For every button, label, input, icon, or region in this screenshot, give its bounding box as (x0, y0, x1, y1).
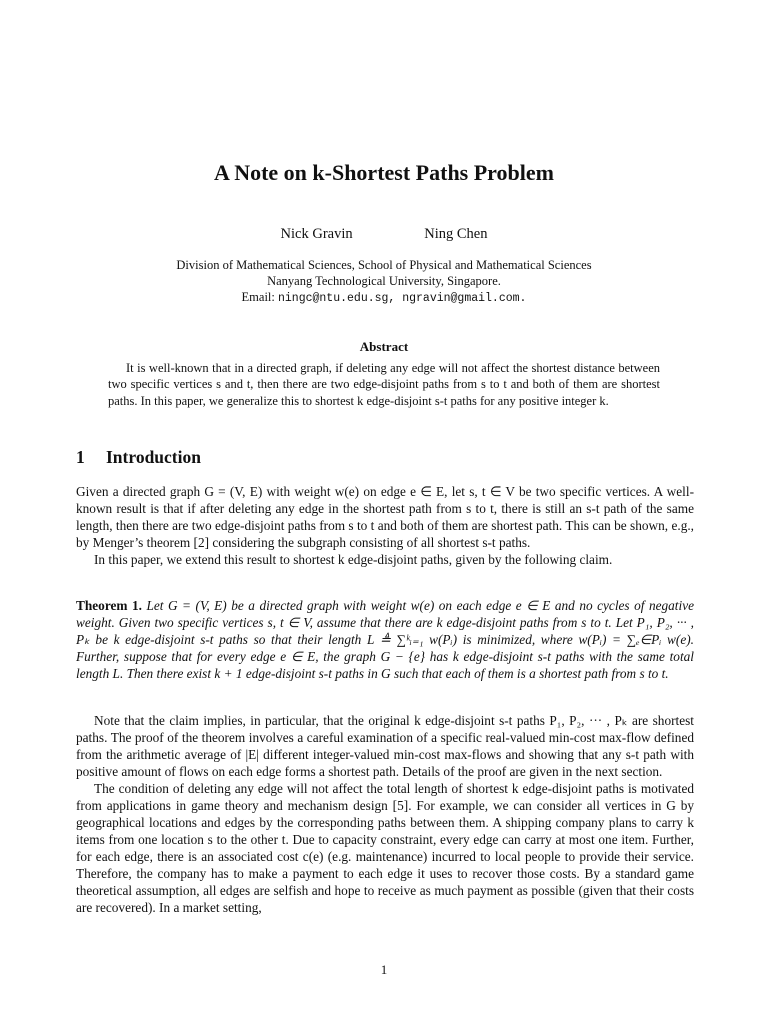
intro-body (76, 483, 694, 568)
affiliation-line: Nanyang Technological University, Singapore. (267, 274, 501, 288)
section-title: Introduction (106, 447, 201, 467)
author-name: Nick Gravin (280, 226, 353, 242)
page-number: 1 (380, 962, 388, 977)
paragraph: In this paper, we extend this result to shortest k edge-disjoint paths, given by the following claim. (94, 552, 613, 567)
paragraph: The condition of deleting any edge will not affect the total length of shortest k edge-disjoint paths is motivated from applications in game theory and mechanism design [5]. For example, we can consider all vertices in G by geographical locations and edges by the corresponding paths between them. A shipping company plans to carry k items from one location s to the other t. Due to capacity constraint, every edge can carry at most one item. Further, for each edge, there is an associated cost c(e) (e.g. maintenance) incurred to local people to provide their service. Therefore, the company has to make a payment to each edge it uses to recover those costs. By a standard game theoretical assumption, all edges are selfish and hope to receive as much payment as possible (given that their costs are recovered). In a market setting, (76, 781, 694, 915)
paper-title: A Note on k-Shortest Paths Problem (214, 160, 554, 185)
author-name: Ning Chen (424, 226, 488, 242)
email-label: Email: (241, 290, 275, 304)
abstract-heading: Abstract (359, 339, 409, 354)
section-number: 1 (76, 447, 85, 467)
affiliation-block (0, 257, 768, 307)
paragraph: Given a directed graph G = (V, E) with weight w(e) on edge e ∈ E, let s, t ∈ V be two specific vertices. A well-known result is that if after deleting any edge in the shortest path from s to t, there is still an s-t path of the same length, then there are two edge-disjoint paths from s to t and both of them are shortest path. This can be shown, e.g., by Menger’s theorem [2] considering the subgraph consisting of all shortest s-t paths. (76, 484, 694, 550)
theorem-block (76, 597, 694, 682)
email-addresses: ningc@ntu.edu.sg, ngravin@gmail.com. (278, 292, 527, 305)
author-list (0, 226, 768, 243)
discussion-body (76, 712, 694, 916)
section-heading (76, 447, 201, 468)
affiliation-line: Division of Mathematical Sciences, School of Physical and Mathematical Sciences (176, 258, 592, 272)
theorem-label: Theorem 1. (76, 598, 142, 613)
abstract-text: It is well-known that in a directed graph, if deleting any edge will not affect the shortest distance between two specific vertices s and t, then there are two edge-disjoint paths from s to t and both of them are shortest paths. In this paper, we generalize this to shortest k edge-disjoint s-t paths for any positive integer k. (108, 361, 660, 408)
theorem-statement: Let G = (V, E) be a directed graph with weight w(e) on each edge e ∈ E and no cycles of negative weight. Given two specific vertices s, t ∈ V, assume that there are k edge-disjoint paths from s to t. Let P₁, P₂, ··· , Pₖ be k edge-disjoint s-t paths so that their length L ≜ ∑ᵏᵢ₌₁ w(Pᵢ) is minimized, where w(Pᵢ) = ∑ₑ∈Pᵢ w(e). Further, suppose that for every edge e ∈ E, the graph G − {e} has k edge-disjoint s-t paths with the same total length L. Then there exist k + 1 edge-disjoint s-t paths in G such that each of them is a shortest path from s to t. (76, 598, 694, 681)
email-line (0, 289, 768, 307)
paragraph: Note that the claim implies, in particular, that the original k edge-disjoint s-t paths P₁, P₂, ··· , Pₖ are shortest paths. The proof of the theorem involves a careful examination of a specific real-valued min-cost max-flow defined from the arithmetic average of |E| different integer-valued min-cost max-flows and showing that any s-t path with positive amount of flows on each edge forms a shortest path. Details of the proof are given in the next section. (76, 713, 694, 779)
theorem (76, 597, 694, 682)
